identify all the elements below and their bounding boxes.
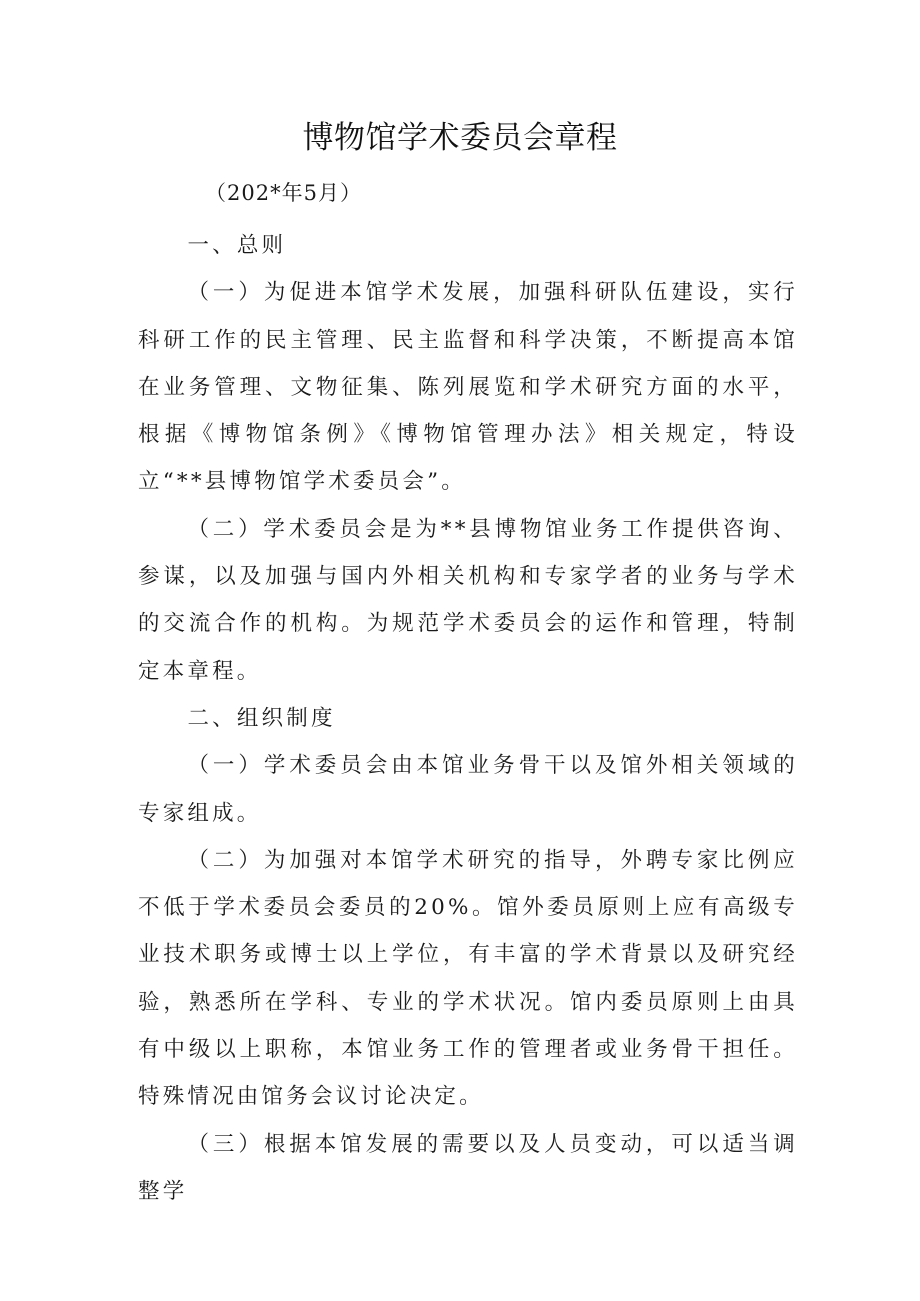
section-heading: 二、组织制度	[187, 705, 336, 731]
paragraph: （三）根据本馆发展的需要以及人员变动，可以适当调整学	[138, 1131, 798, 1204]
paragraph: （二）为加强对本馆学术研究的指导，外聘专家比例应不低于学术委员会委员的20%。馆外委员原则上应有高级专业技术职务或博士以上学位，有丰富的学术背景以及研究经验，熟悉所在学科、专业的学术状况。馆内委员原则上由具有中级以上职称，本馆业务工作的管理者或业务骨干担任。特殊情况由馆务会议讨论决定。	[138, 847, 798, 1110]
paragraph: （一）为促进本馆学术发展，加强科研队伍建设，实行科研工作的民主管理、民主监督和科学决策，不断提高本馆在业务管理、文物征集、陈列展览和学术研究方面的水平，根据《博物馆条例》《博物馆管理办法》相关规定，特设立“**县博物馆学术委员会”。	[138, 280, 798, 495]
paragraph: （二）学术委员会是为**县博物馆业务工作提供咨询、参谋，以及加强与国内外相关机构和专家学者的业务与学术的交流合作的机构。为规范学术委员会的运作和管理，特制定本章程。	[138, 516, 798, 684]
document-body	[138, 222, 798, 1215]
section-heading: 一、总则	[187, 233, 287, 258]
document-date: （202*年5月）	[205, 181, 362, 205]
page-title: 博物馆学术委员会章程	[302, 120, 618, 156]
paragraph: （一）学术委员会由本馆业务骨干以及馆外相关领域的专家组成。	[138, 753, 798, 826]
